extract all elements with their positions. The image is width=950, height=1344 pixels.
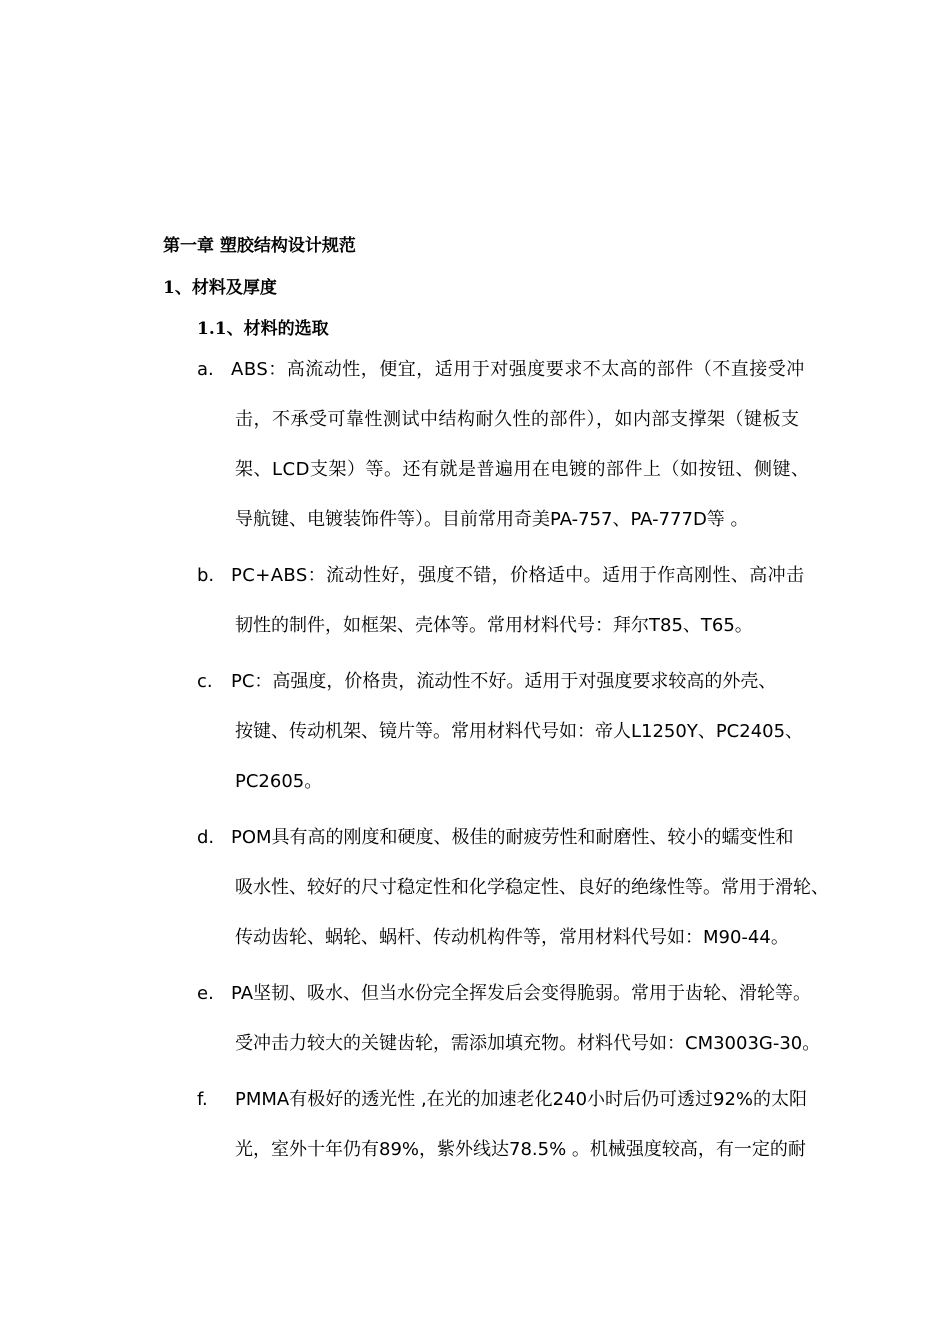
list-item-line: PC+ABS：流动性好，强度不错，价格适中。适用于作高刚性、高冲击 bbox=[231, 565, 805, 586]
list-item-line: PA坚韧、吸水、但当水份完全挥发后会变得脆弱。常用于齿轮、滑轮等。 bbox=[231, 983, 812, 1004]
list-item-line: 吸水性、较好的尺寸稳定性和化学稳定性、良好的绝缘性等。常用于滑轮、 bbox=[235, 877, 829, 898]
list-item-line: PMMA有极好的透光性 ,在光的加速老化240小时后仍可透过92%的太阳 bbox=[235, 1089, 808, 1110]
section-title: 1、材料及厚度 bbox=[163, 278, 277, 298]
list-item-marker: e. bbox=[197, 983, 214, 1004]
list-item-marker: d. bbox=[197, 827, 215, 848]
list-item-marker: b. bbox=[197, 565, 215, 586]
list-item-line: 击，不承受可靠性测试中结构耐久性的部件），如内部支撑架（键板支 bbox=[235, 409, 800, 430]
list-item-line: 受冲击力较大的关键齿轮，需添加填充物。材料代号如：CM3003G-30。 bbox=[235, 1033, 821, 1054]
list-item-line: PC：高强度，价格贵，流动性不好。适用于对强度要求较高的外壳、 bbox=[231, 671, 777, 692]
list-item-line: 光，室外十年仍有89%，紫外线达78.5% 。机械强度较高，有一定的耐 bbox=[235, 1139, 806, 1160]
chapter-title: 第一章 塑胶结构设计规范 bbox=[163, 236, 356, 256]
list-item-line: 传动齿轮、蜗轮、蜗杆、传动机构件等，常用材料代号如：M90-44。 bbox=[235, 927, 789, 948]
list-item-marker: f. bbox=[197, 1089, 208, 1110]
list-item-line: 架、LCD支架）等。还有就是普遍用在电镀的部件上（如按钮、侧键、 bbox=[235, 459, 810, 480]
list-item-line: PC2605。 bbox=[235, 771, 323, 792]
list-item-line: 导航键、电镀装饰件等）。目前常用奇美PA-757、PA-777D等 。 bbox=[235, 509, 749, 530]
list-item-marker: c. bbox=[197, 671, 213, 692]
list-item-line: POM具有高的刚度和硬度、极佳的耐疲劳性和耐磨性、较小的蠕变性和 bbox=[231, 827, 794, 848]
list-item-marker: a. bbox=[197, 359, 214, 380]
list-item-line: 韧性的制件，如框架、壳体等。常用材料代号：拜尔T85、T65。 bbox=[235, 615, 753, 636]
list-item-line: ABS：高流动性，便宜，适用于对强度要求不太高的部件（不直接受冲 bbox=[231, 359, 805, 380]
list-item-line: 按键、传动机架、镜片等。常用材料代号如：帝人L1250Y、PC2405、 bbox=[235, 721, 804, 742]
subsection-title: 1.1、材料的选取 bbox=[197, 319, 329, 339]
